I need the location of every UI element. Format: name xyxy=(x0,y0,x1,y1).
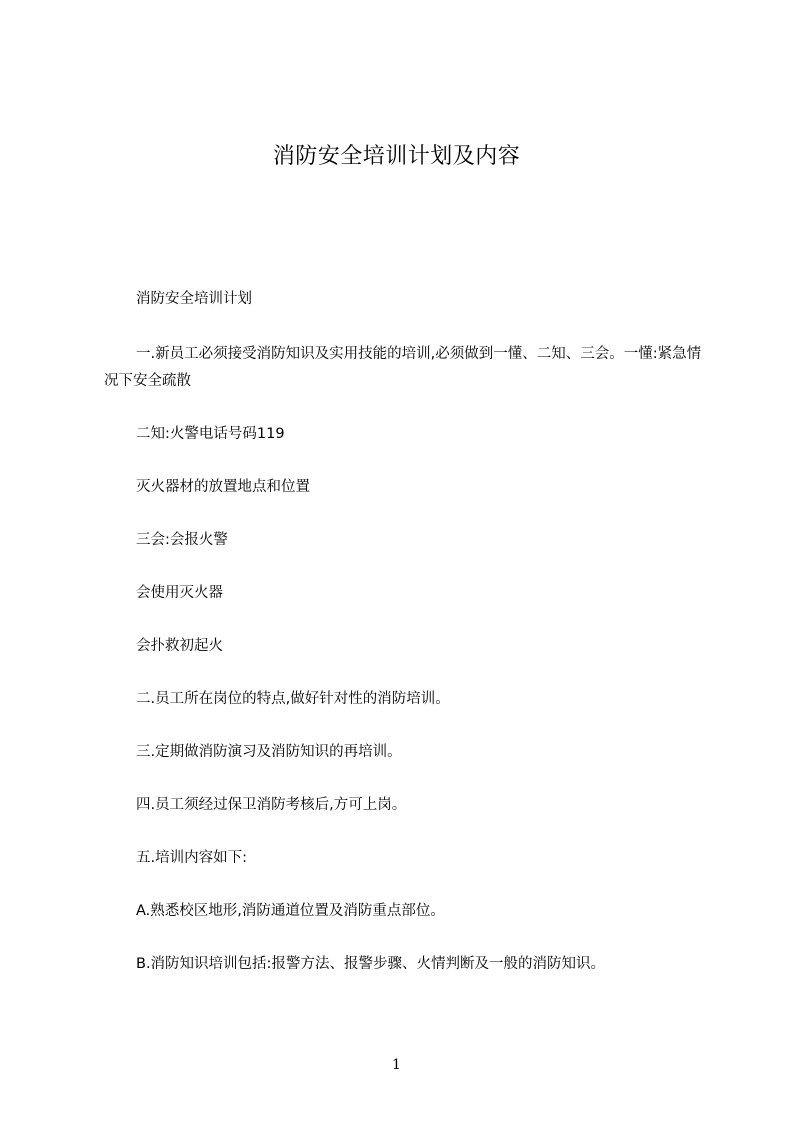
paragraph: 三.定期做消防演习及消防知识的再培训。 xyxy=(136,744,402,760)
paragraph: 五.培训内容如下: xyxy=(136,850,247,866)
paragraph: 四.员工须经过保卫消防考核后,方可上岗。 xyxy=(136,797,407,813)
paragraph: 二知:火警电话号码119 xyxy=(136,426,285,442)
paragraph: 灭火器材的放置地点和位置 xyxy=(136,479,310,495)
paragraph: A.熟悉校区地形,消防通道位置及消防重点部位。 xyxy=(136,903,445,919)
paragraph: 会使用灭火器 xyxy=(136,585,223,601)
document-title: 消防安全培训计划及内容 xyxy=(272,144,521,169)
paragraph: 二.员工所在岗位的特点,做好针对性的消防培训。 xyxy=(136,691,450,707)
paragraph: 三会:会报火警 xyxy=(136,532,228,548)
paragraph: B.消防知识培训包括:报警方法、报警步骤、火情判断及一般的消防知识。 xyxy=(136,956,605,972)
page-number: 1 xyxy=(392,1057,401,1073)
paragraph-heading: 消防安全培训计划 xyxy=(136,291,252,307)
paragraph: 一.新员工必须接受消防知识及实用技能的培训,必须做到一懂、二知、三会。一懂:紧急情况下安全疏散 xyxy=(104,346,702,389)
paragraph: 会扑救初起火 xyxy=(136,638,223,654)
